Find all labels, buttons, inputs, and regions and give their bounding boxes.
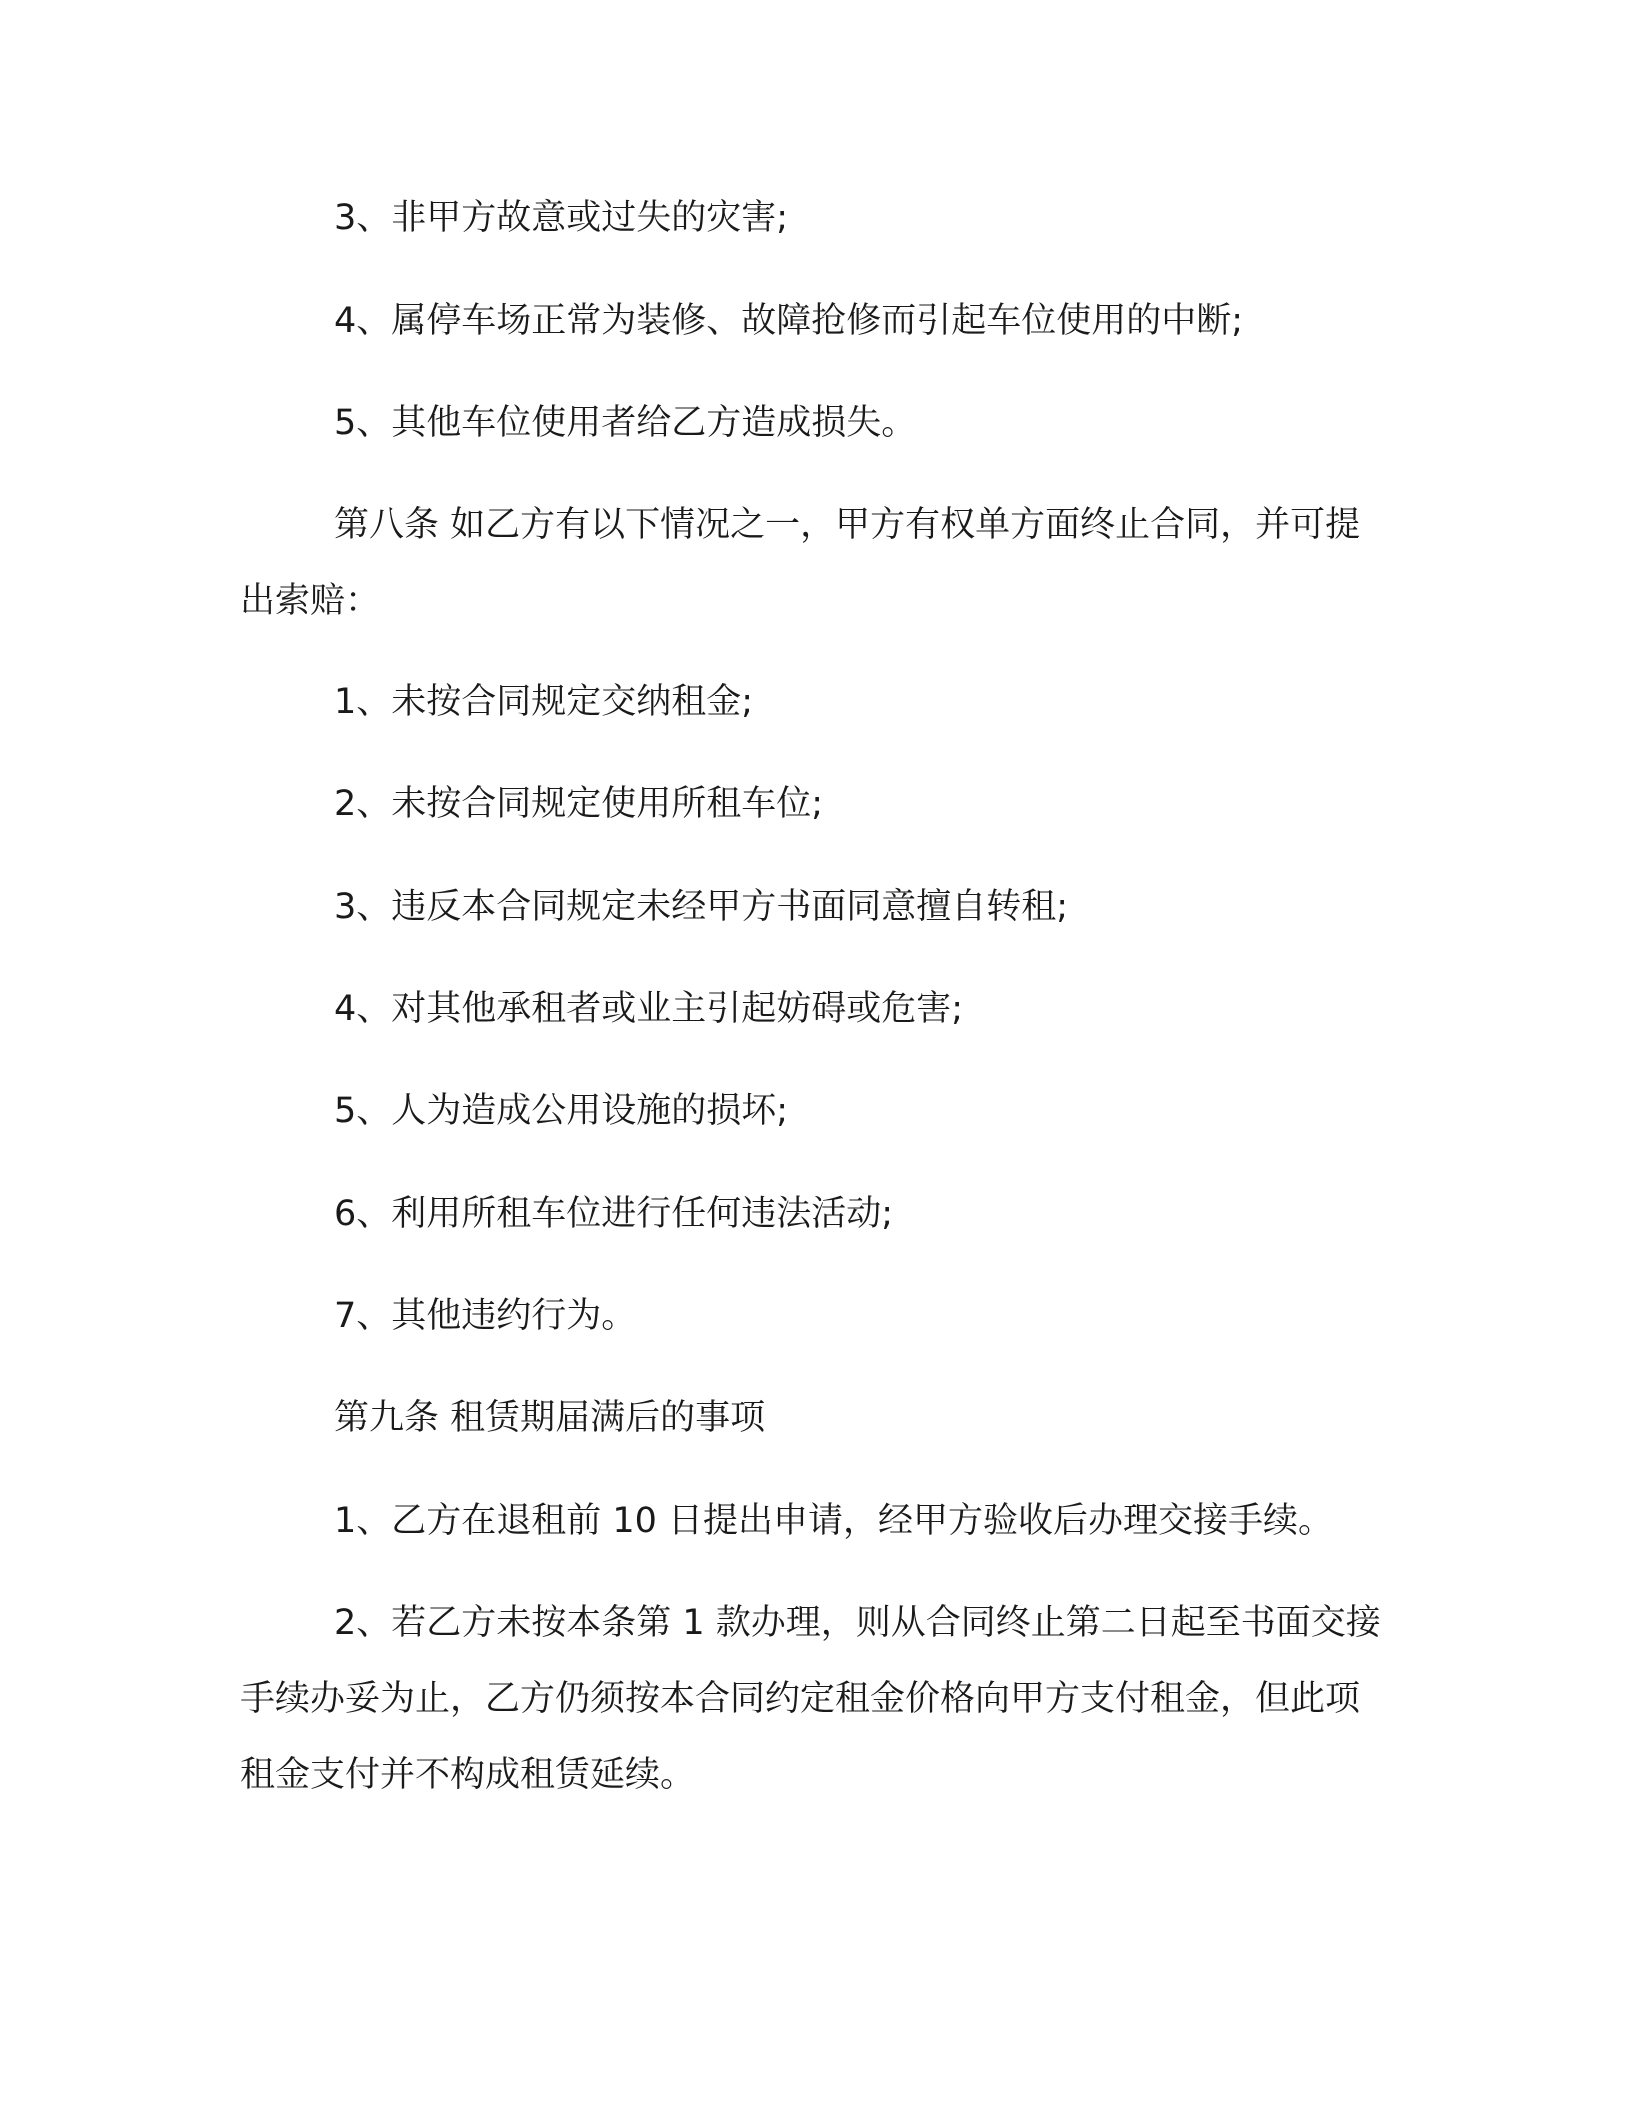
article-8-heading: 第八条 如乙方有以下情况之一，甲方有权单方面终止合同，并可提出索赔： <box>240 505 1361 621</box>
article-8-item-5: 5、人为造成公用设施的损坏; <box>334 1091 789 1131</box>
article-8-item-1: 1、未按合同规定交纳租金; <box>334 682 754 722</box>
article-8-item-6: 6、利用所租车位进行任何违法活动; <box>334 1194 894 1234</box>
article-8-item-4: 4、对其他承租者或业主引起妨碍或危害; <box>334 989 964 1029</box>
article-8-item-3: 3、违反本合同规定未经甲方书面同意擅自转租; <box>334 887 1069 927</box>
clause-item-3-disaster: 3、非甲方故意或过失的灾害; <box>334 198 789 238</box>
article-9-item-1: 1、乙方在退租前 10 日提出申请，经甲方验收后办理交接手续。 <box>334 1501 1334 1541</box>
article-9-item-2: 2、若乙方未按本条第 1 款办理，则从合同终止第二日起至书面交接手续办妥为止，乙方仍须按本合同约定租金价格向甲方支付租金，但此项租金支付并不构成租赁延续。 <box>240 1603 1381 1795</box>
article-8-item-7: 7、其他违约行为。 <box>334 1296 637 1336</box>
article-9-heading: 第九条 租赁期届满后的事项 <box>334 1398 766 1438</box>
clause-item-5-other-users: 5、其他车位使用者给乙方造成损失。 <box>334 403 917 443</box>
clause-item-4-interruption: 4、属停车场正常为装修、故障抢修而引起车位使用的中断; <box>334 301 1244 341</box>
article-8-item-2: 2、未按合同规定使用所租车位; <box>334 784 824 824</box>
